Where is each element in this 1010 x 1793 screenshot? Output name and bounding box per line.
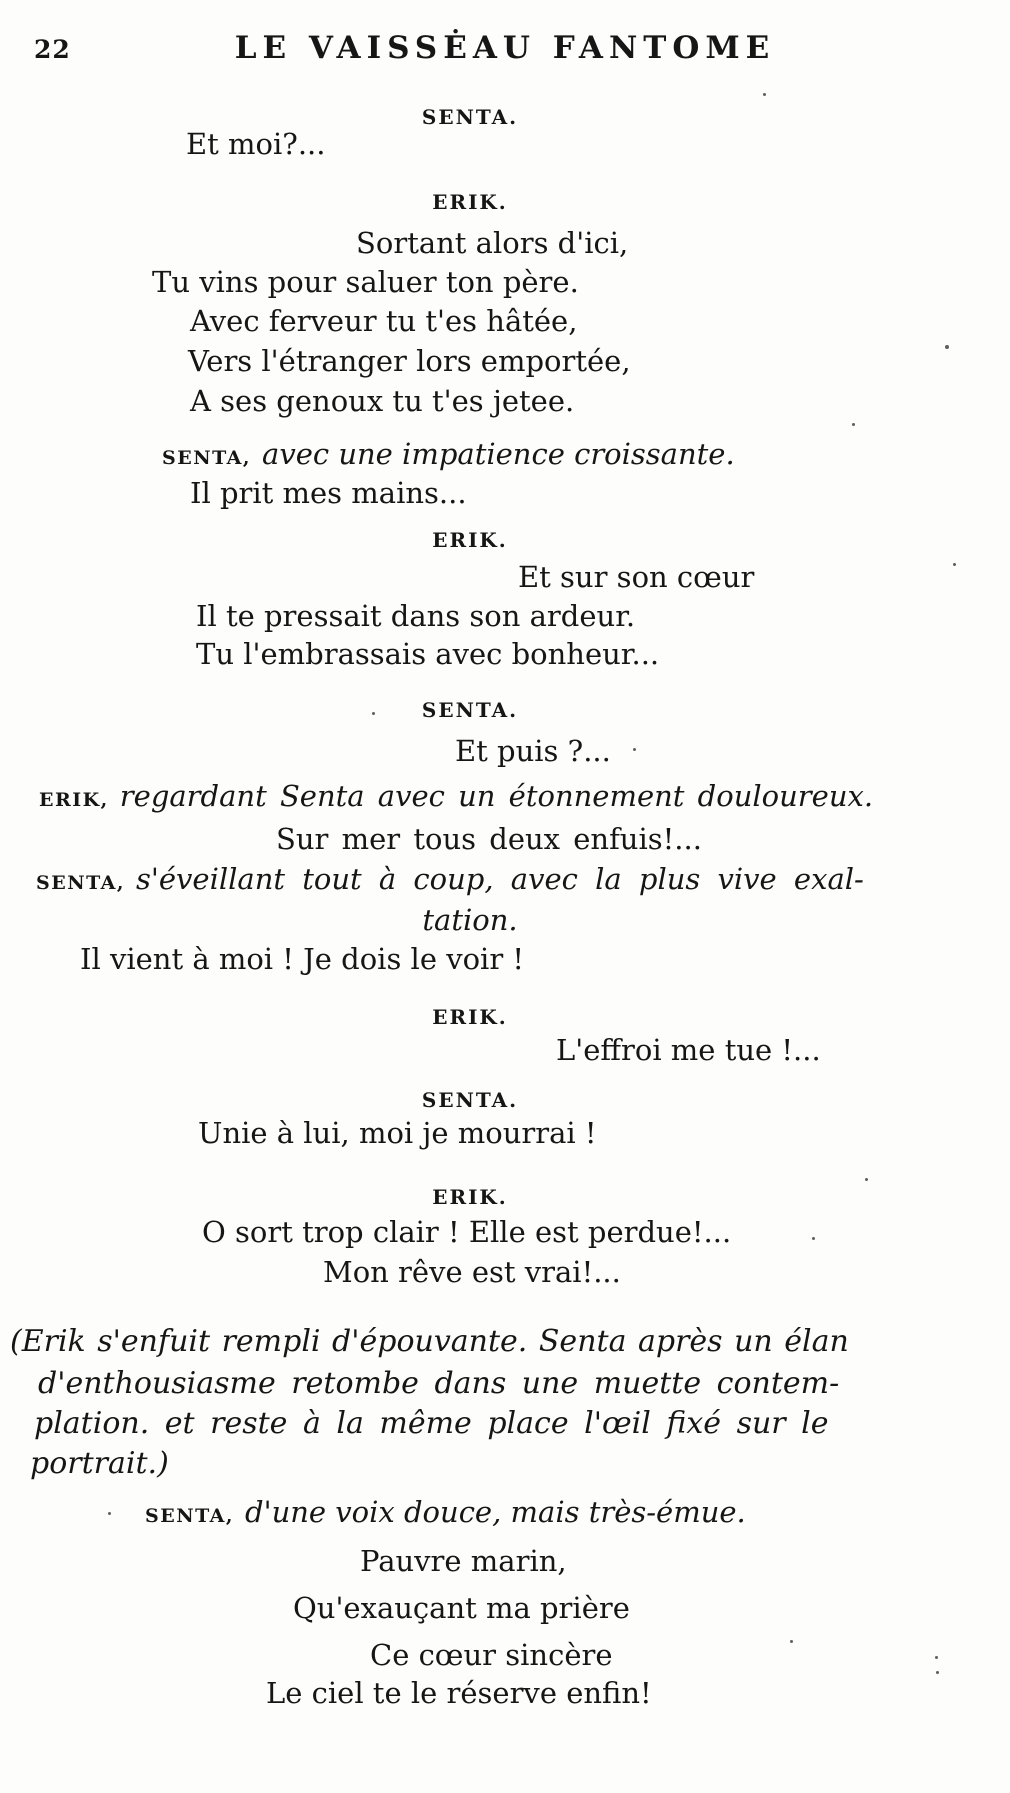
- scan-speck: [945, 345, 949, 349]
- scan-speck: [812, 1237, 815, 1240]
- verse-line: Il te pressait dans son ardeur.: [196, 599, 636, 633]
- stage-direction-line: d'enthousiasme retombe dans une muette contem-: [38, 1366, 840, 1401]
- direction-text: avec une impatience croissante.: [262, 437, 735, 471]
- speaker-heading: ERIK.: [432, 1185, 508, 1209]
- verse-line: Unie à lui, moi je mourrai !: [198, 1116, 597, 1150]
- direction-text: d'une voix douce, mais très-émue.: [245, 1495, 746, 1529]
- verse-line: Avec ferveur tu t'es hâtée,: [190, 304, 578, 338]
- speaker-heading: SENTA.: [421, 105, 519, 129]
- stage-direction-line: portrait.): [30, 1446, 169, 1481]
- speaker-stage-direction: [162, 438, 735, 470]
- verse-line: Qu'exauçant ma prière: [293, 1591, 630, 1625]
- stage-direction-line: plation. et reste à la même place l'œil fixé sur le: [34, 1406, 829, 1441]
- scan-speck: [953, 563, 956, 566]
- verse-line: Sortant alors d'ici,: [356, 226, 629, 260]
- verse-line: Et moi?...: [186, 127, 326, 161]
- verse-line: Vers l'étranger lors emportée,: [188, 344, 631, 378]
- speaker-heading: ERIK.: [432, 1005, 508, 1029]
- page-number: 22: [34, 35, 71, 64]
- verse-line: Mon rêve est vrai!...: [323, 1255, 621, 1289]
- speaker-heading: ERIK.: [432, 190, 508, 214]
- direction-text: regardant Senta avec un étonnement douloureux.: [119, 779, 874, 813]
- verse-line: Il vient à moi ! Je dois le voir !: [80, 942, 525, 976]
- speaker-heading: SENTA.: [421, 698, 519, 722]
- scan-speck: [936, 1671, 939, 1674]
- verse-line: Et sur son cœur: [518, 560, 755, 594]
- verse-line: Sur mer tous deux enfuis!...: [276, 822, 702, 856]
- speaker-stage-direction: [39, 780, 873, 812]
- speaker-name: SENTA,: [162, 447, 252, 469]
- running-header-title: LE VAISSĖAU FANTOME: [234, 30, 776, 66]
- speaker-name: SENTA,: [145, 1505, 235, 1527]
- speaker-heading: SENTA.: [421, 1088, 519, 1112]
- verse-line: O sort trop clair ! Elle est perdue!...: [202, 1215, 732, 1249]
- scan-speck: [865, 1178, 868, 1181]
- verse-line: Tu l'embrassais avec bonheur...: [196, 637, 660, 671]
- stage-direction-line: (Erik s'enfuit rempli d'épouvante. Senta après un élan: [10, 1324, 849, 1359]
- speaker-heading: ERIK.: [432, 528, 508, 552]
- verse-line: Et puis ?...: [455, 734, 611, 768]
- scan-speck: [633, 748, 636, 751]
- verse-line: A ses genoux tu t'es jetee.: [190, 384, 575, 418]
- direction-continuation: tation.: [422, 903, 518, 937]
- scan-speck: [372, 712, 375, 715]
- scan-speck: [852, 423, 855, 426]
- speaker-stage-direction: [145, 1496, 746, 1528]
- verse-line: Pauvre marin,: [360, 1544, 567, 1578]
- verse-line: L'effroi me tue !...: [556, 1033, 821, 1067]
- speaker-name: SENTA,: [36, 872, 126, 894]
- scan-speck: [790, 1640, 793, 1643]
- verse-line: Il prit mes mains...: [190, 476, 467, 510]
- speaker-stage-direction: [36, 863, 864, 895]
- verse-line: Le ciel te le réserve enfin!: [266, 1676, 652, 1710]
- scan-speck: [935, 1656, 938, 1659]
- verse-line: Ce cœur sincère: [370, 1638, 613, 1672]
- direction-text: s'éveillant tout à coup, avec la plus vive exal-: [136, 862, 864, 896]
- scan-speck: [108, 1512, 111, 1515]
- speaker-name: ERIK,: [39, 789, 109, 811]
- verse-line: Tu vins pour saluer ton père.: [152, 265, 579, 299]
- scan-speck: [763, 93, 766, 96]
